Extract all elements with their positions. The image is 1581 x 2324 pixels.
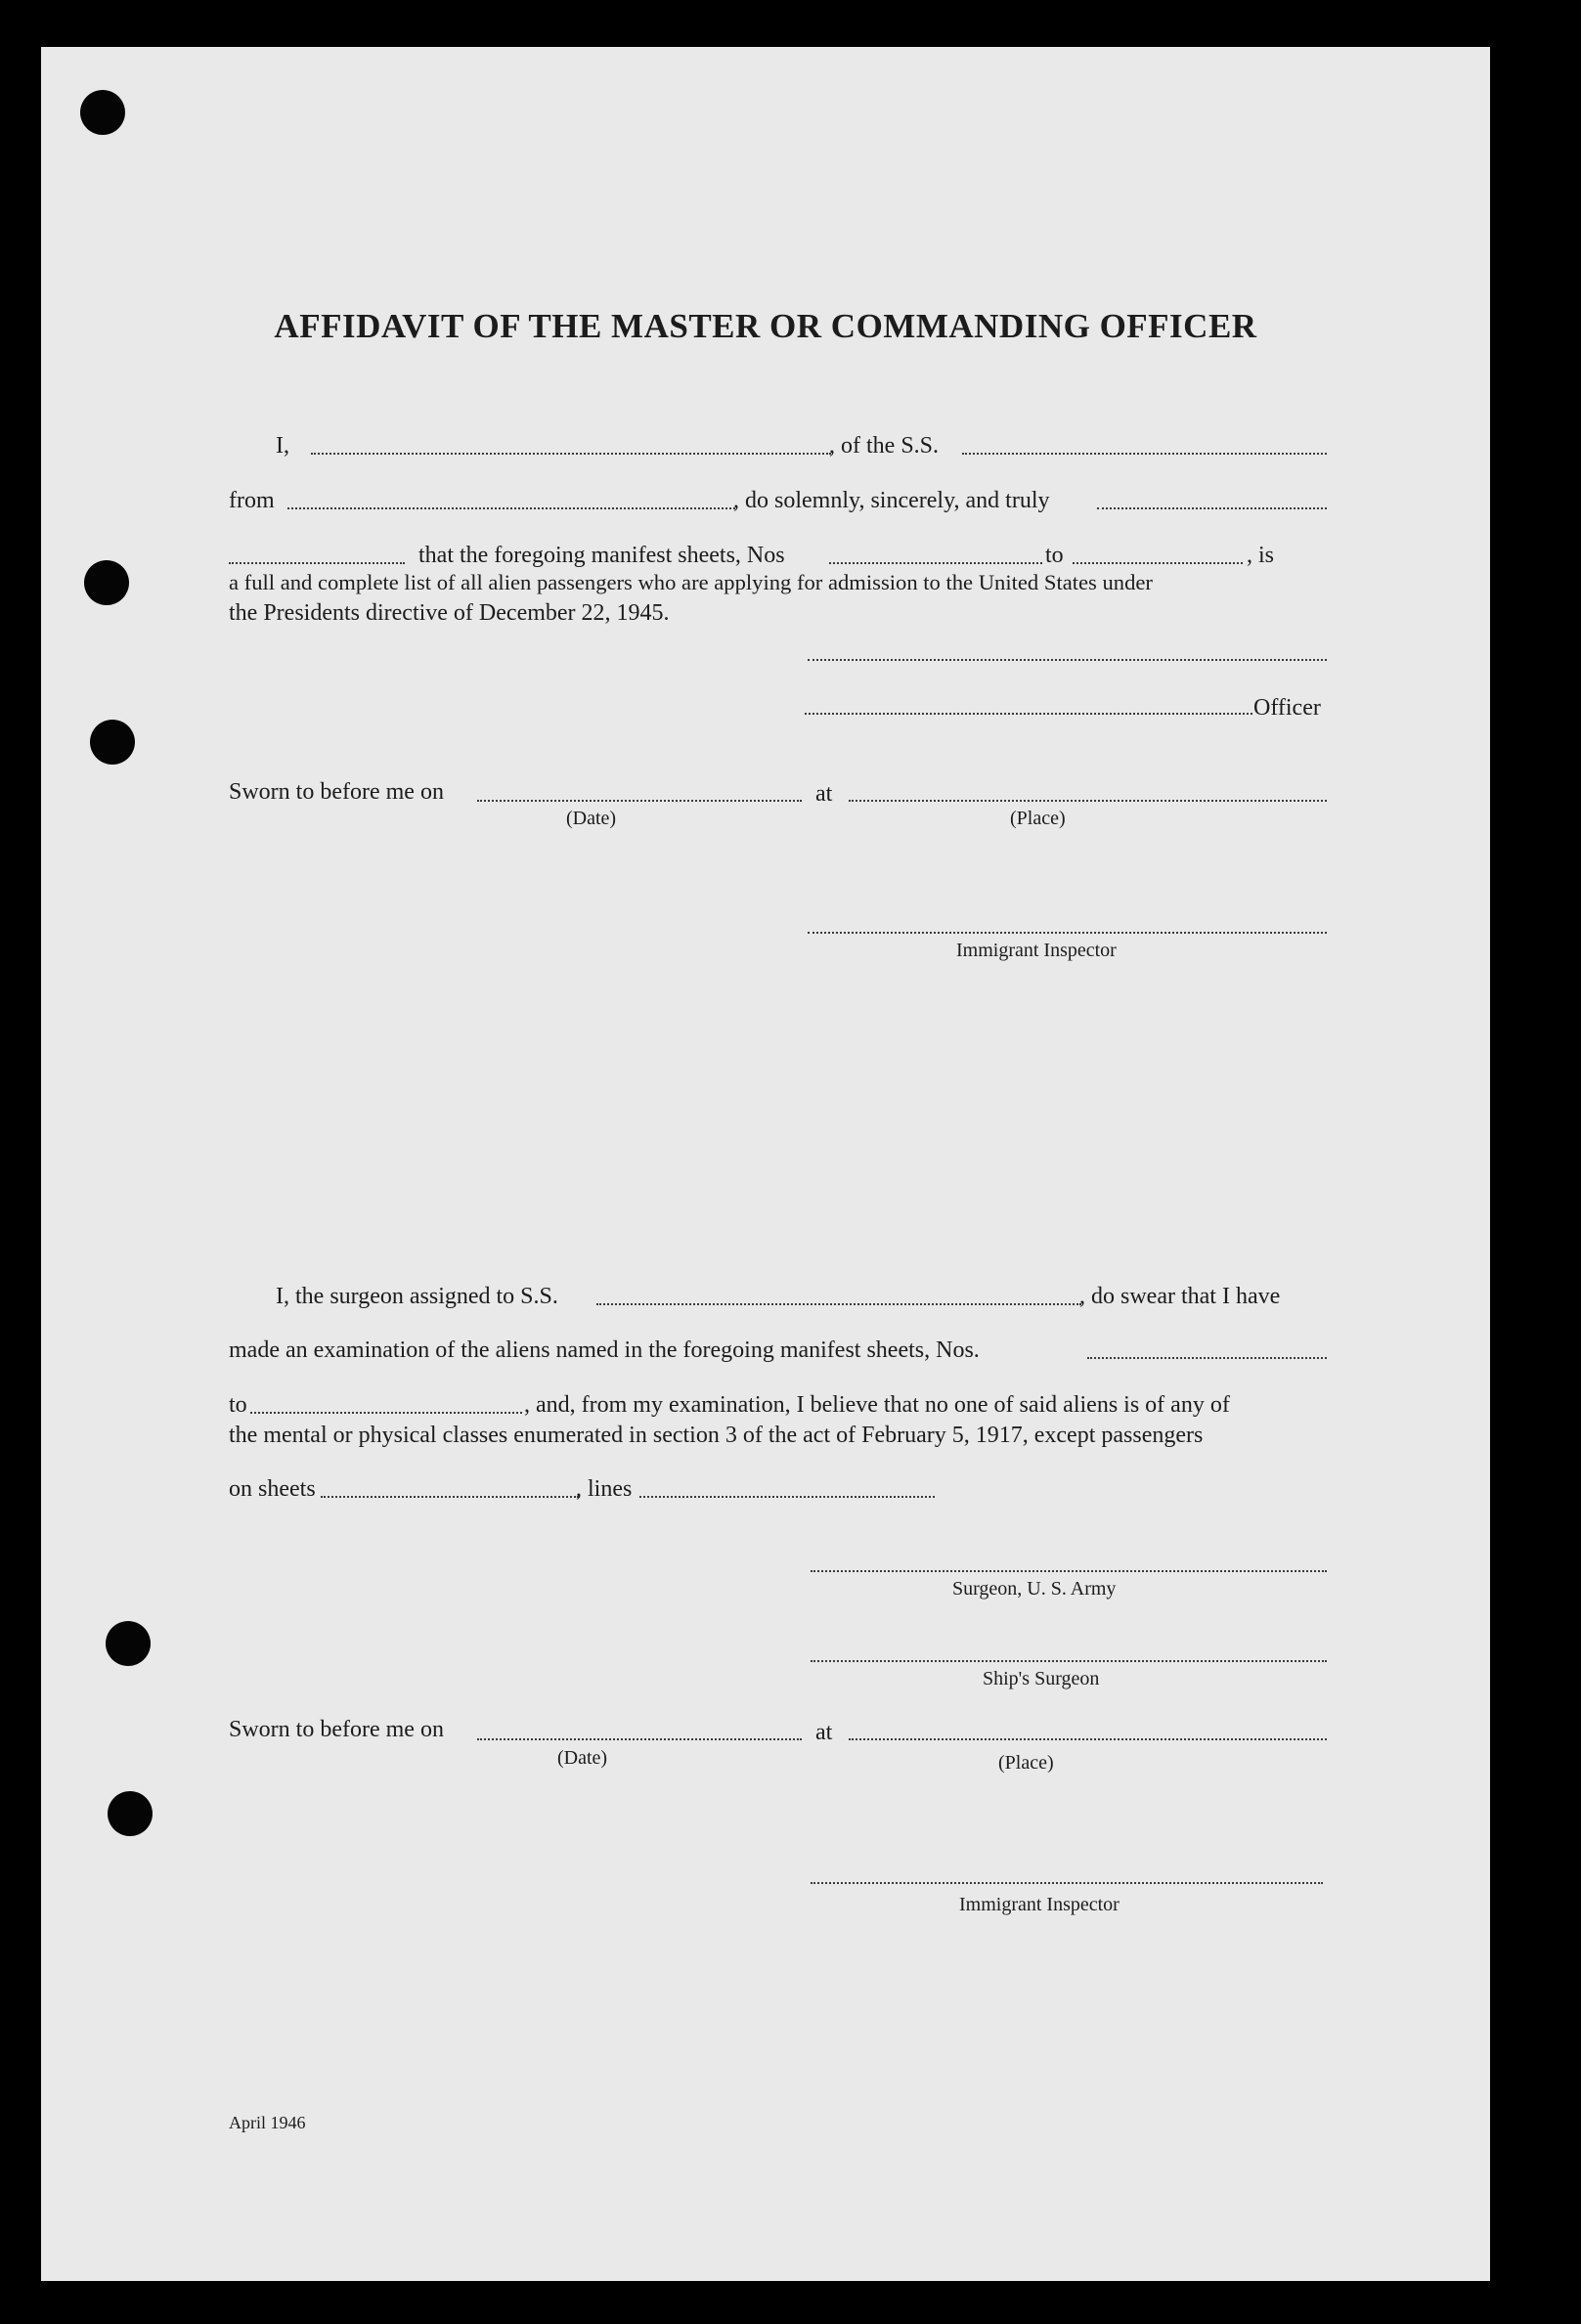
master-line5: the Presidents directive of December 22, 1945. (229, 600, 670, 626)
surgeon-line5-b: , lines (576, 1476, 633, 1502)
officer-signature-line[interactable] (805, 713, 1252, 715)
master-inspector-label: Immigrant Inspector (956, 940, 1117, 961)
master-name-field[interactable] (311, 453, 831, 455)
master-date-field[interactable] (477, 800, 802, 802)
master-sworn-label: Sworn to before me on (229, 779, 444, 805)
punch-hole (108, 1791, 153, 1836)
surgeon-at-label: at (815, 1720, 833, 1745)
master-line3-to: to (1045, 543, 1064, 568)
punch-hole (80, 90, 125, 135)
form-date-footer: April 1946 (229, 2113, 306, 2132)
ship-name-field[interactable] (962, 453, 1327, 455)
surgeon-sworn-label: Sworn to before me on (229, 1717, 444, 1742)
master-place-field[interactable] (849, 800, 1327, 802)
army-surgeon-signature-line[interactable] (811, 1570, 1327, 1572)
surgeon-sheet-from-field[interactable] (1087, 1357, 1327, 1359)
surgeon-line1-a: I, the surgeon assigned to S.S. (276, 1284, 558, 1309)
surgeon-inspector-label: Immigrant Inspector (959, 1894, 1120, 1915)
punch-hole (84, 560, 129, 605)
surgeon-date-field[interactable] (477, 1738, 802, 1740)
surgeon-inspector-line[interactable] (811, 1882, 1323, 1884)
master-line2-from: from (229, 488, 275, 513)
surgeon-date-caption: (Date) (557, 1747, 608, 1769)
ship-surgeon-label: Ship's Surgeon (983, 1668, 1100, 1689)
master-line2-swear: , do solemnly, sincerely, and truly (733, 488, 1050, 513)
master-line3-that: that the foregoing manifest sheets, Nos (418, 543, 785, 568)
swear-affirm-field[interactable] (1097, 507, 1327, 509)
surgeon-line5-a: on sheets (229, 1476, 316, 1502)
ship-surgeon-signature-line[interactable] (811, 1660, 1327, 1662)
form-title: AFFIDAVIT OF THE MASTER OR COMMANDING OFFICER (274, 307, 1257, 345)
surgeon-line3-to: to (229, 1392, 247, 1418)
except-lines-field[interactable] (639, 1496, 935, 1498)
sheet-from-field[interactable] (829, 562, 1042, 564)
form-page (41, 47, 1490, 2281)
surgeon-sheet-to-field[interactable] (250, 1412, 522, 1414)
master-line4 (229, 572, 1327, 594)
master-at-label: at (815, 781, 833, 807)
master-line1-ss: , of the S.S. (829, 433, 940, 459)
master-line4-text: a full and complete list of all alien passengers who are applying for admission to the United States under (229, 570, 1153, 594)
master-place-caption: (Place) (1010, 808, 1066, 829)
sheet-to-field[interactable] (1073, 562, 1243, 564)
punch-hole (106, 1621, 151, 1666)
master-line3-is: , is (1247, 543, 1275, 568)
army-surgeon-label: Surgeon, U. S. Army (952, 1578, 1117, 1600)
swear-continued-field[interactable] (229, 562, 405, 564)
punch-hole (90, 720, 135, 765)
surgeon-line4: the mental or physical classes enumerated in section 3 of the act of February 5, 1917, except passengers (229, 1423, 1204, 1448)
surgeon-line1-b: , do swear that I have (1079, 1284, 1281, 1309)
surgeon-ship-field[interactable] (596, 1303, 1081, 1305)
surgeon-line3-b: , and, from my examination, I believe that no one of said aliens is of any of (524, 1392, 1230, 1418)
master-signature-line[interactable] (808, 659, 1327, 661)
master-date-caption: (Date) (566, 808, 617, 829)
from-port-field[interactable] (287, 507, 735, 509)
officer-label: Officer (1253, 695, 1321, 721)
surgeon-place-field[interactable] (849, 1738, 1327, 1740)
master-inspector-line[interactable] (808, 932, 1327, 934)
surgeon-place-caption: (Place) (998, 1752, 1054, 1774)
master-line1-i: I, (276, 433, 289, 459)
surgeon-line2: made an examination of the aliens named in the foregoing manifest sheets, Nos. (229, 1337, 980, 1363)
except-sheets-field[interactable] (321, 1496, 579, 1498)
